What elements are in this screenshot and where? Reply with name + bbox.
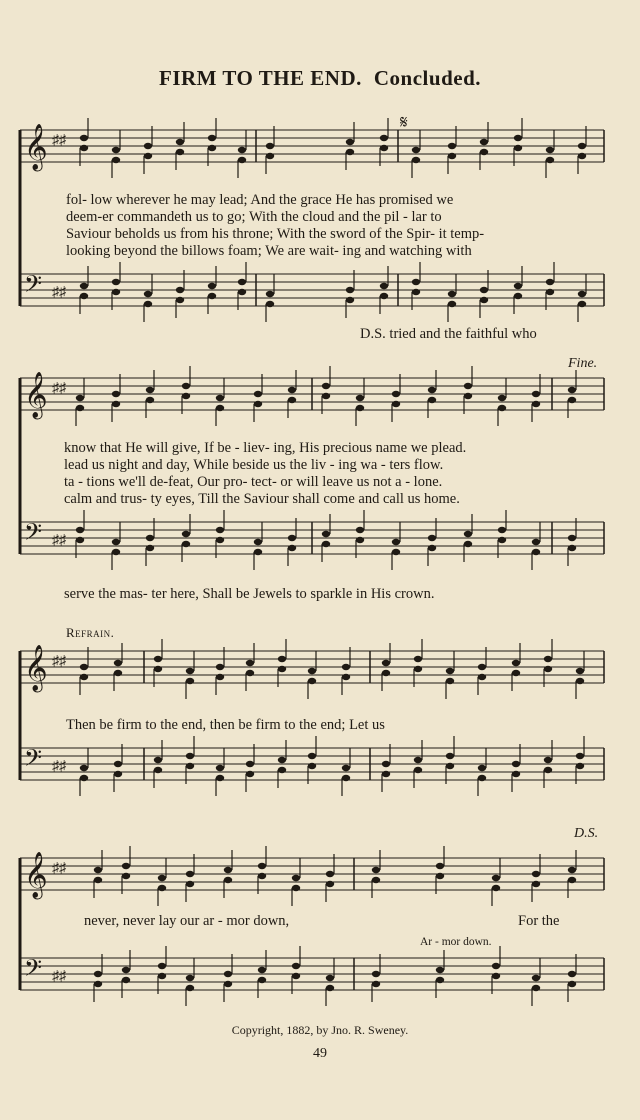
treble-clef-icon: 𝄞 [24, 852, 48, 898]
note-head [392, 549, 400, 555]
note-head [380, 145, 388, 151]
note-head [414, 767, 422, 773]
note-head [546, 147, 554, 153]
note-head [246, 771, 254, 777]
key-sharp-icon: ♯♯ [52, 861, 66, 876]
note-head [428, 545, 436, 551]
note-head [532, 401, 540, 407]
note-head [412, 289, 420, 295]
note-head [122, 873, 130, 879]
note-head [224, 877, 232, 883]
note-head [80, 135, 88, 141]
note-head [448, 301, 456, 307]
note-head [76, 537, 84, 543]
note-head [288, 535, 296, 541]
note-head [356, 405, 364, 411]
note-head [80, 664, 88, 670]
note-head [154, 757, 162, 763]
note-head [576, 668, 584, 674]
note-head [186, 985, 194, 991]
note-head [578, 291, 586, 297]
note-head [208, 283, 216, 289]
note-head [238, 157, 246, 163]
note-head [532, 549, 540, 555]
title-subtitle: Concluded. [373, 66, 481, 90]
note-head [112, 147, 120, 153]
note-head [80, 765, 88, 771]
note-head [308, 668, 316, 674]
key-sharp-icon: ♯♯ [52, 759, 66, 774]
note-head [224, 971, 232, 977]
note-head [436, 967, 444, 973]
note-head [182, 393, 190, 399]
note-head [544, 656, 552, 662]
note-head [578, 301, 586, 307]
note-head [114, 761, 122, 767]
note-head [342, 664, 350, 670]
note-head [186, 975, 194, 981]
note-head [254, 549, 262, 555]
page-number: 49 [313, 1046, 327, 1061]
note-head [94, 981, 102, 987]
title-main: FIRM TO THE END. [159, 66, 362, 90]
note-head [266, 143, 274, 149]
key-sharp-icon: ♯♯ [52, 533, 66, 548]
note-head [512, 761, 520, 767]
note-head [112, 539, 120, 545]
note-head [478, 765, 486, 771]
note-head [568, 877, 576, 883]
note-head [436, 873, 444, 879]
note-head [414, 656, 422, 662]
note-head [428, 535, 436, 541]
note-head [446, 763, 454, 769]
note-head [94, 877, 102, 883]
note-head [122, 977, 130, 983]
note-head [182, 541, 190, 547]
note-head [76, 527, 84, 533]
note-head [372, 867, 380, 873]
note-head [436, 977, 444, 983]
note-head [532, 975, 540, 981]
note-head [446, 753, 454, 759]
note-head [380, 293, 388, 299]
treble-clef-icon: 𝄞 [24, 645, 48, 691]
note-head [480, 149, 488, 155]
note-head [464, 541, 472, 547]
refrain-lyric-line2: never, never lay our ar - mor down, [84, 913, 290, 929]
note-head [498, 527, 506, 533]
note-head [112, 549, 120, 555]
note-head [514, 145, 522, 151]
note-head [94, 971, 102, 977]
note-head [568, 971, 576, 977]
note-head [578, 143, 586, 149]
note-head [112, 289, 120, 295]
note-head [154, 767, 162, 773]
note-head [568, 981, 576, 987]
verse4-line-system2: calm and trus- ty eyes, Till the Saviour shall come and call us home. [64, 491, 460, 507]
note-head [392, 401, 400, 407]
note-head [428, 397, 436, 403]
note-head [186, 668, 194, 674]
note-head [356, 537, 364, 543]
key-sharp-icon: ♯♯ [52, 969, 66, 984]
note-head [186, 881, 194, 887]
verse3-line-system1: Saviour beholds us from his throne; With the sword of the Spir- it temp- [66, 226, 485, 242]
verse2-line-system1: deem-er commandeth us to go; With the cloud and the pil - lar to [66, 209, 442, 225]
note-head [112, 401, 120, 407]
note-head [278, 767, 286, 773]
verse2-line-system2: lead us night and day, While beside us the liv - ing wa - ters flow. [64, 457, 444, 473]
note-head [176, 297, 184, 303]
note-head [414, 666, 422, 672]
note-head [448, 153, 456, 159]
note-head [568, 535, 576, 541]
note-head [492, 973, 500, 979]
note-head [512, 670, 520, 676]
note-head [492, 875, 500, 881]
note-head [246, 660, 254, 666]
note-head [278, 757, 286, 763]
note-head [112, 391, 120, 397]
key-sharp-icon: ♯♯ [52, 133, 66, 148]
note-head [308, 763, 316, 769]
note-head [288, 545, 296, 551]
note-head [342, 765, 350, 771]
note-head [532, 985, 540, 991]
note-head [412, 279, 420, 285]
note-head [186, 753, 194, 759]
bass-clef-icon: 𝄢 [24, 954, 43, 987]
note-head [326, 985, 334, 991]
note-head [258, 967, 266, 973]
note-head [372, 971, 380, 977]
note-head [292, 963, 300, 969]
note-head [258, 863, 266, 869]
note-head [498, 537, 506, 543]
bass-clef-icon: 𝄢 [24, 744, 43, 777]
note-head [114, 660, 122, 666]
note-head [380, 283, 388, 289]
note-head [80, 293, 88, 299]
note-head [158, 875, 166, 881]
note-head [480, 139, 488, 145]
verse1-line-system2: know that He will give, If be - liev- ing, His precious name we plead. [64, 440, 467, 456]
note-head [382, 761, 390, 767]
note-head [254, 539, 262, 545]
note-head [326, 975, 334, 981]
note-head [346, 287, 354, 293]
note-head [288, 397, 296, 403]
note-head [114, 670, 122, 676]
copyright-notice: Copyright, 1882, by Jno. R. Sweney. [231, 1023, 409, 1037]
note-head [122, 863, 130, 869]
note-head [308, 678, 316, 684]
note-head [216, 527, 224, 533]
note-head [292, 885, 300, 891]
ds-mark: D.S. [574, 826, 599, 841]
note-head [158, 885, 166, 891]
refrain-lyric-line1: Then be firm to the end, then be firm to the end; Let us [66, 717, 385, 733]
treble-clef-icon: 𝄞 [24, 372, 48, 418]
note-head [266, 291, 274, 297]
note-head [278, 666, 286, 672]
note-head [122, 967, 130, 973]
note-head [514, 293, 522, 299]
note-head [382, 660, 390, 666]
note-head [186, 763, 194, 769]
note-head [224, 981, 232, 987]
note-head [578, 153, 586, 159]
ds-line-system2: serve the mas- ter here, Shall be Jewels to sparkle in His crown. [64, 586, 435, 602]
verse3-line-system2: ta - tions we'll de-feat, Our pro- tect- or will leave us not a - lone. [64, 474, 443, 490]
note-head [492, 963, 500, 969]
note-head [544, 767, 552, 773]
note-head [448, 291, 456, 297]
note-head [492, 885, 500, 891]
note-head [576, 678, 584, 684]
note-head [146, 397, 154, 403]
note-head [532, 539, 540, 545]
note-head [144, 291, 152, 297]
note-head [380, 135, 388, 141]
key-sharp-icon: ♯♯ [52, 654, 66, 669]
note-head [532, 871, 540, 877]
note-head [356, 395, 364, 401]
note-head [436, 863, 444, 869]
note-head [176, 139, 184, 145]
note-head [464, 393, 472, 399]
note-head [382, 771, 390, 777]
note-head [238, 289, 246, 295]
note-head [478, 674, 486, 680]
key-sharp-icon: ♯♯ [52, 381, 66, 396]
note-head [114, 771, 122, 777]
note-head [532, 881, 540, 887]
note-head [254, 401, 262, 407]
note-head [246, 761, 254, 767]
note-head [292, 875, 300, 881]
refrain-lyric-line2-end: For the [518, 913, 560, 929]
note-head [154, 656, 162, 662]
note-head [478, 664, 486, 670]
alto-lyric: Ar - mor down. [420, 936, 492, 948]
note-head [346, 297, 354, 303]
note-head [322, 393, 330, 399]
note-head [498, 395, 506, 401]
note-head [464, 531, 472, 537]
note-head [392, 539, 400, 545]
note-head [216, 664, 224, 670]
note-head [568, 545, 576, 551]
note-head [498, 405, 506, 411]
note-head [568, 387, 576, 393]
note-head [144, 301, 152, 307]
note-head [216, 765, 224, 771]
treble-clef-icon: 𝄞 [24, 124, 48, 170]
note-head [224, 867, 232, 873]
note-head [76, 405, 84, 411]
note-head [428, 387, 436, 393]
note-head [208, 145, 216, 151]
note-head [186, 871, 194, 877]
note-head [326, 881, 334, 887]
note-head [76, 395, 84, 401]
note-head [514, 283, 522, 289]
note-head [80, 775, 88, 781]
note-head [158, 963, 166, 969]
note-head [146, 387, 154, 393]
note-head [216, 674, 224, 680]
note-head [308, 753, 316, 759]
note-head [112, 157, 120, 163]
ds-line-system1: D.S. tried and the faithful who [360, 326, 537, 342]
note-head [372, 981, 380, 987]
note-head [568, 397, 576, 403]
note-head [144, 143, 152, 149]
segno-icon: 𝄋 [400, 112, 408, 133]
note-head [412, 157, 420, 163]
note-head [356, 527, 364, 533]
note-head [238, 147, 246, 153]
note-head [322, 531, 330, 537]
note-head [346, 149, 354, 155]
note-head [80, 283, 88, 289]
note-head [154, 666, 162, 672]
note-head [446, 668, 454, 674]
note-head [266, 153, 274, 159]
note-head [146, 545, 154, 551]
fine-mark: Fine. [568, 356, 598, 371]
note-head [278, 656, 286, 662]
note-head [382, 670, 390, 676]
note-head [446, 678, 454, 684]
note-head [216, 775, 224, 781]
note-head [512, 771, 520, 777]
note-head [288, 387, 296, 393]
note-head [176, 149, 184, 155]
note-head [514, 135, 522, 141]
note-head [158, 973, 166, 979]
note-head [576, 753, 584, 759]
note-head [186, 678, 194, 684]
verse1-line-system1: fol- low wherever he may lead; And the grace He has promised we [66, 192, 454, 208]
note-head [546, 157, 554, 163]
bass-clef-icon: 𝄢 [24, 270, 43, 303]
note-head [322, 541, 330, 547]
note-head [258, 873, 266, 879]
note-head [326, 871, 334, 877]
note-head [480, 297, 488, 303]
note-head [144, 153, 152, 159]
note-head [112, 279, 120, 285]
note-head [412, 147, 420, 153]
refrain-label: Refrain. [66, 625, 115, 640]
note-head [372, 877, 380, 883]
note-head [544, 757, 552, 763]
note-head [254, 391, 262, 397]
note-head [182, 531, 190, 537]
note-head [346, 139, 354, 145]
note-head [464, 383, 472, 389]
note-head [258, 977, 266, 983]
note-head [216, 395, 224, 401]
note-head [176, 287, 184, 293]
note-head [208, 135, 216, 141]
note-head [342, 775, 350, 781]
note-head [448, 143, 456, 149]
note-head [182, 383, 190, 389]
note-head [568, 867, 576, 873]
note-head [546, 289, 554, 295]
note-head [532, 391, 540, 397]
note-head [292, 973, 300, 979]
note-head [80, 145, 88, 151]
note-head [546, 279, 554, 285]
note-head [414, 757, 422, 763]
key-sharp-icon: ♯♯ [52, 285, 66, 300]
note-head [266, 301, 274, 307]
note-head [512, 660, 520, 666]
note-head [208, 293, 216, 299]
note-head [80, 674, 88, 680]
note-head [544, 666, 552, 672]
verse4-line-system1: looking beyond the billows foam; We are wait- ing and watching with [66, 243, 472, 259]
note-head [216, 405, 224, 411]
note-head [480, 287, 488, 293]
note-head [238, 279, 246, 285]
note-head [342, 674, 350, 680]
note-head [216, 537, 224, 543]
note-head [576, 763, 584, 769]
note-head [392, 391, 400, 397]
note-head [246, 670, 254, 676]
note-head [146, 535, 154, 541]
note-head [478, 775, 486, 781]
note-head [322, 383, 330, 389]
bass-clef-icon: 𝄢 [24, 518, 43, 551]
note-head [94, 867, 102, 873]
